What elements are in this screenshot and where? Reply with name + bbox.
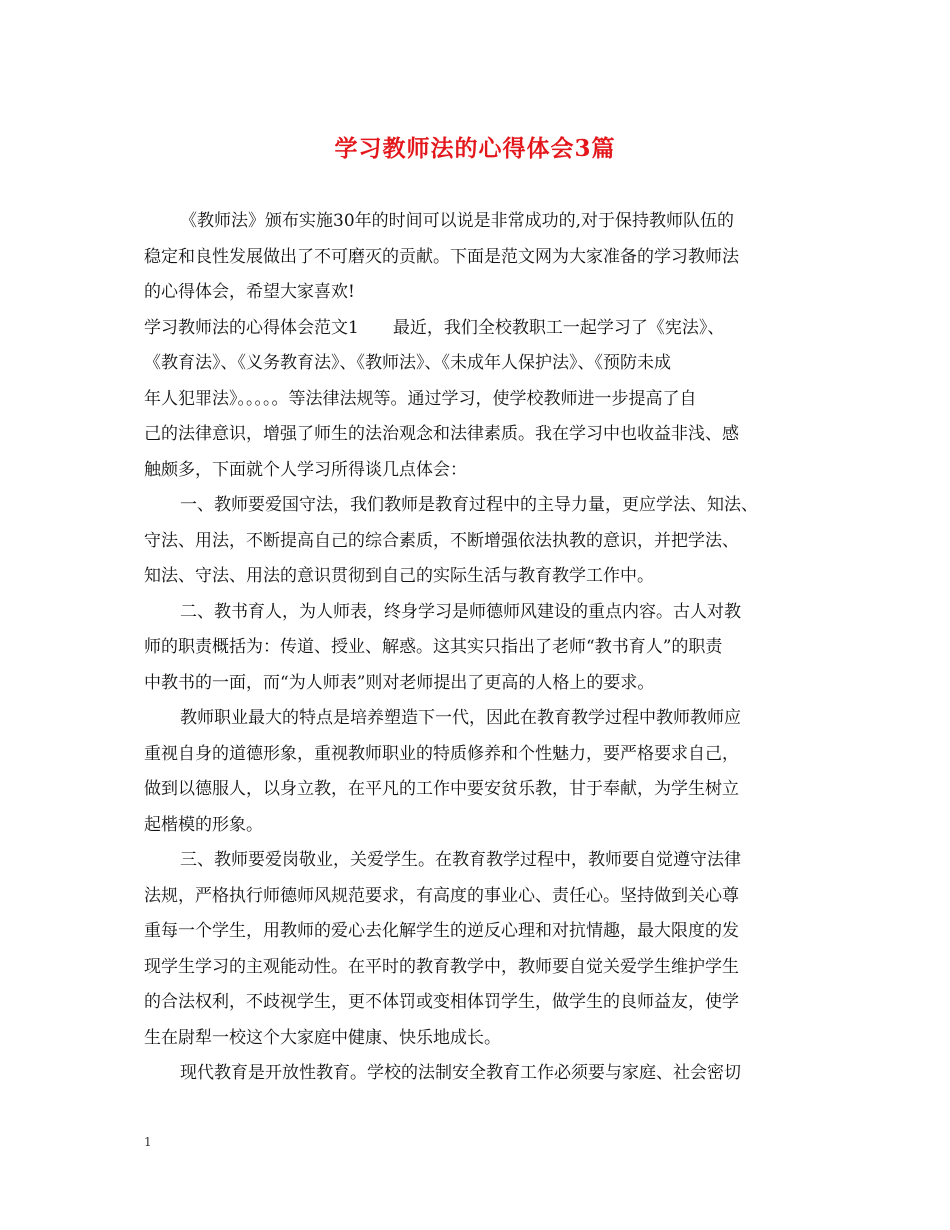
text-line: 法规，严格执行师德师风规范要求，有高度的事业心、责任心。坚持做到关心尊 bbox=[144, 885, 739, 906]
text-line: 《教育法》、《义务教育法》、《教师法》、《未成年人保护法》、《预防未成 bbox=[144, 353, 671, 373]
text-line: 三、教师要爱岗敬业，关爱学生。在教育教学过程中，教师要自觉遵守法律 bbox=[180, 850, 741, 870]
text-line: 己的法律意识，增强了师生的法治观念和法律素质。我在学习中也收益非浅、感 bbox=[144, 424, 739, 444]
text-line: 的心得体会，希望大家喜欢! bbox=[144, 282, 355, 302]
text-line: 触颇多，下面就个人学习所得谈几点体会： bbox=[144, 459, 467, 480]
text-line: 生在尉犁一校这个大家庭中健康、快乐地成长。 bbox=[144, 1027, 501, 1048]
text-line: 二、教书育人，为人师表，终身学习是师德师风建设的重点内容。古人对教 bbox=[180, 601, 741, 622]
text-line: 一、教师要爱国守法，我们教师是教育过程中的主导力量，更应学法、知法、 bbox=[180, 495, 758, 515]
text-line: 现代教育是开放性教育。学校的法制安全教育工作必须要与家庭、社会密切 bbox=[180, 1063, 741, 1083]
text-line: 教师职业最大的特点是培养塑造下一代，因此在教育教学过程中教师教师应 bbox=[180, 708, 741, 728]
document-body bbox=[144, 204, 824, 1092]
text-line: 师的职责概括为：传道、授业、解惑。这其实只指出了老师“教书育人”的职责 bbox=[144, 637, 723, 657]
page-number: 1 bbox=[144, 1135, 152, 1149]
text-line: 年人犯罪法》。。。。。等法律法规等。通过学习，使学校教师进一步提高了自 bbox=[144, 388, 697, 409]
text-line: 做到以德服人，以身立教，在平凡的工作中要安贫乐教，甘于奉献，为学生树立 bbox=[144, 779, 739, 799]
text-line: 守法、用法，不断提高自己的综合素质，不断增强依法执教的意识，并把学法、 bbox=[144, 530, 739, 551]
text-line: 知法、守法、用法的意识贯彻到自己的实际生活与教育教学工作中。 bbox=[144, 566, 654, 586]
text-line: 重每一个学生，用教师的爱心去化解学生的逆反心理和对抗情趣，最大限度的发 bbox=[144, 921, 739, 941]
text-line: 重视自身的道德形象，重视教师职业的特质修养和个性魅力，要严格要求自己， bbox=[144, 743, 739, 764]
text-line: 起楷模的形象。 bbox=[144, 814, 263, 835]
text-line: 学习教师法的心得体会范文1 最近，我们全校教职工一起学习了《宪法》、 bbox=[144, 317, 725, 338]
text-line: 现学生学习的主观能动性。在平时的教育教学中，教师要自觉关爱学生维护学生 bbox=[144, 956, 739, 977]
text-line: 《教师法》颁布实施30年的时间可以说是非常成功的,对于保持教师队伍的 bbox=[180, 211, 735, 231]
text-line: 中教书的一面，而“为人师表”则对老师提出了更高的人格上的要求。 bbox=[144, 672, 655, 693]
text-line: 稳定和良性发展做出了不可磨灭的贡献。下面是范文网为大家准备的学习教师法 bbox=[144, 246, 739, 267]
text-line: 的合法权利，不歧视学生，更不体罚或变相体罚学生，做学生的良师益友，使学 bbox=[144, 992, 739, 1012]
document-title: 学习教师法的心得体会3篇 bbox=[334, 135, 616, 162]
